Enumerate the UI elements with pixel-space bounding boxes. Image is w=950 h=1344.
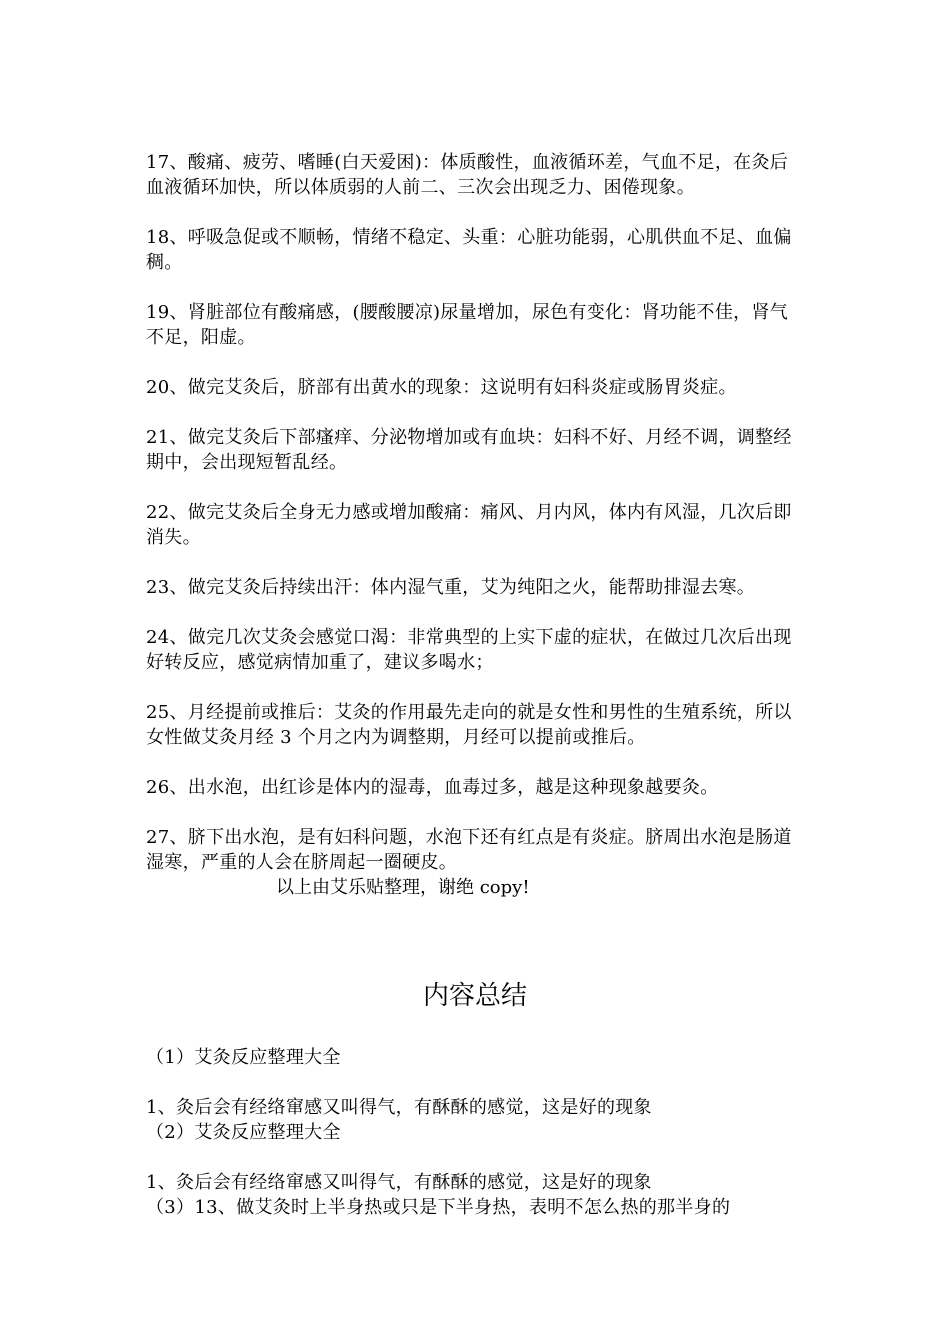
list-item: 21、做完艾灸后下部瘙痒、分泌物增加或有血块：妇科不好、月经不调，调整经期中，会出现短暂乱经。 xyxy=(146,427,792,473)
list-item: 25、月经提前或推后：艾灸的作用最先走向的就是女性和男性的生殖系统，所以女性做艾灸月经 3 个月之内为调整期，月经可以提前或推后。 xyxy=(146,702,792,748)
summary-title: 内容总结 xyxy=(422,981,527,1011)
list-item: 18、呼吸急促或不顺畅，情绪不稳定、头重：心脏功能弱，心肌供血不足、血偏稠。 xyxy=(146,227,792,273)
list-item: 27、脐下出水泡，是有妇科问题，水泡下还有红点是有炎症。脐周出水泡是肠道湿寒，严重的人会在脐周起一圈硬皮。 xyxy=(146,827,792,873)
list-item: 26、出水泡，出红诊是体内的湿毒，血毒过多，越是这种现象越要灸。 xyxy=(146,777,719,798)
summary-section xyxy=(146,1045,816,1220)
list-item: 20、做完艾灸后，脐部有出黄水的现象：这说明有妇科炎症或肠胃炎症。 xyxy=(146,377,737,398)
list-item: 19、肾脏部位有酸痛感，(腰酸腰凉)尿量增加，尿色有变化：肾功能不佳，肾气不足，阳虚。 xyxy=(146,302,789,348)
list-item: 23、做完艾灸后持续出汗：体内湿气重，艾为纯阳之火，能帮助排湿去寒。 xyxy=(146,577,756,598)
list-item: 17、酸痛、疲劳、嗜睡(白天爱困)：体质酸性，血液循环差，气血不足，在灸后血液循环加快，所以体质弱的人前二、三次会出现乏力、困倦现象。 xyxy=(146,152,789,198)
credit-note: 以上由艾乐贴整理，谢绝 copy! xyxy=(276,877,530,898)
list-item: 22、做完艾灸后全身无力感或增加酸痛：痛风、月内风，体内有风湿，几次后即消失。 xyxy=(146,502,792,548)
summary-line: 1、灸后会有经络窜感又叫得气，有酥酥的感觉，这是好的现象 xyxy=(146,1172,652,1193)
summary-line: （2）艾灸反应整理大全 xyxy=(146,1122,341,1143)
reaction-list xyxy=(146,150,806,900)
list-item: 24、做完几次艾灸会感觉口渴：非常典型的上实下虚的症状，在做过几次后出现好转反应，感觉病情加重了，建议多喝水； xyxy=(146,627,792,673)
summary-line: （1）艾灸反应整理大全 xyxy=(146,1047,341,1068)
summary-line: （3）13、做艾灸时上半身热或只是下半身热，表明不怎么热的那半身的 xyxy=(146,1197,731,1218)
summary-line: 1、灸后会有经络窜感又叫得气，有酥酥的感觉，这是好的现象 xyxy=(146,1097,652,1118)
